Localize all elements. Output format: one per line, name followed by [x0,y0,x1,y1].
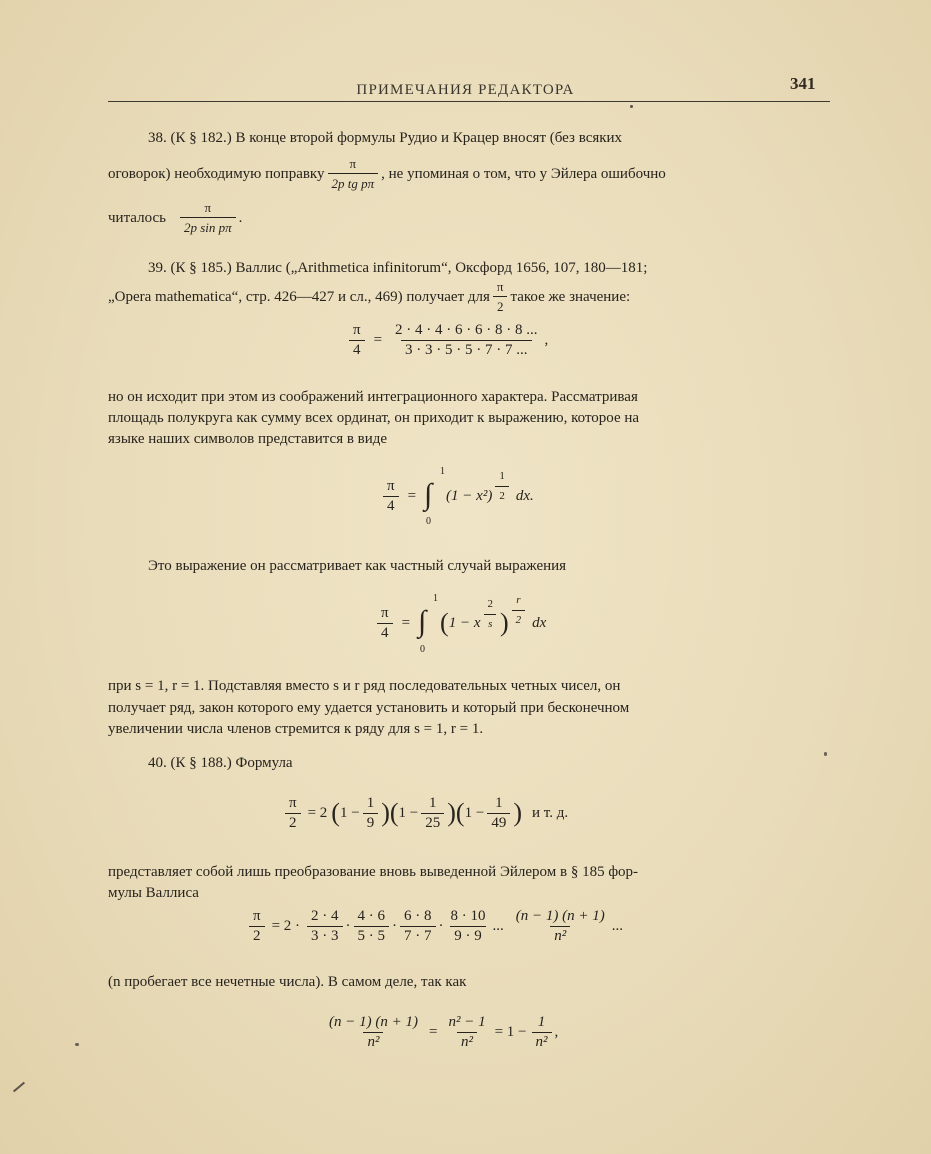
differential: dx. [515,487,534,504]
one-minus: 1 − [398,804,419,821]
left-paren: ( [440,608,449,637]
fraction-pi-quarter: $\frac{\pi}{4}$ [377,605,393,642]
comma: , [554,1023,559,1040]
equals-sign: = [428,1023,438,1040]
note-38-line-3 [108,199,242,236]
equation-integral-1 [380,466,534,526]
dot: · [392,917,398,934]
integrand: (1 − x²) [446,487,493,504]
fraction-one-25th: $\frac{1}{25}$ [421,795,444,832]
ellipsis: ... [492,917,504,934]
note-38-text-b: , не упоминая о том, что у Эйлера ошибочно [381,165,666,182]
comma: , [544,332,549,348]
scan-speck [824,752,827,756]
fraction-pi-half: $\frac{\pi}{2}$ [249,908,265,945]
note-39-para-3: языке наших символов представится в виде [108,431,388,447]
etc-text: и т. д. [531,804,569,821]
right-paren: ) [447,798,456,827]
note-39-para-2: площадь полукруга как сумму всех ординат, он приходит к выражению, которое на [108,410,640,426]
equation-identity [322,1010,558,1054]
note-40-para-3: (n пробегает все нечетные числа). В самом деле, так как [108,974,467,990]
note-39-para-1: но он исходит при этом из соображений интеграционного характера. Рассматривая [108,389,638,405]
scan-speck [75,1043,79,1046]
equals-sign: = [401,614,411,631]
right-paren: ) [513,798,522,827]
note-39-line-1: 39. (К § 185.) Валлис („Arithmetica infinitorum“, Оксфорд 1656, 107, 180—181; [148,260,648,276]
note-39-para-7: увеличении числа членов стремится к ряду для s = 1, r = 1. [108,721,484,737]
exponent-r-over-two: $\frac{r}{2}$ [512,592,526,629]
note-38-text-c: читалось [108,209,166,226]
exponent-two-over-s: $\frac{2}{s}$ [484,596,498,633]
note-40-para-1: представляет собой лишь преобразование вновь выведенной Эйлером в § 185 фор- [108,864,639,880]
note-39-line-2 [108,278,630,315]
fraction-pi-over-2p-sin: $\frac{\pi}{\text{2p sin pπ}}$ [180,199,236,236]
fraction-one-49th: $\frac{1}{49}$ [487,795,510,832]
fraction-general-term: $\frac{(n - 1) (n + 1)}{\text{n²}}$ [329,1013,418,1050]
fraction-pi-quarter: $\frac{\pi}{4}$ [349,322,365,359]
integral-sign: ∫ 1 0 [424,466,446,527]
note-38-text-a: оговорок) необходимую поправку [108,165,325,182]
equation-product-formula [282,788,568,838]
page-number: 341 [790,74,816,93]
equation-wallis-euler [246,904,623,948]
note-38-text-d: . [238,209,243,226]
equals-sign: = [373,332,383,348]
dot: · [345,917,351,934]
fraction-pi-half: $\frac{\pi}{2}$ [493,278,508,315]
note-38-line-2 [108,155,666,192]
equation-integral-2 [374,592,546,654]
inner-expression: 1 − x [448,614,481,631]
fraction-pi-quarter: $\frac{\pi}{4}$ [383,478,399,515]
scan-speck [13,1082,25,1093]
note-40-line-1: 40. (К § 188.) Формула [148,755,293,771]
left-paren: ( [331,798,340,827]
equals-two: = 2 [307,804,328,821]
note-39-text-a: „Opera mathematica“, стр. 426—427 и сл., 469) получает для [108,288,490,305]
fraction-one-ninth: $\frac{1}{9}$ [363,795,379,832]
header-rule [108,101,830,102]
integral-sign: ∫ 1 0 [418,593,439,655]
fraction-wallis: $\frac{2 \cdot 4 \cdot 4 \cdot 6 \cdot 6 \cdot 8 \cdot 8 ...}{3 \cdot 3 \cdot 5 \cdot 5 \cdot 7 \cdot 7 ...}$ [395,322,538,358]
one-minus: 1 − [339,804,360,821]
right-paren: ) [381,798,390,827]
fraction-pi-half: $\frac{\pi}{2}$ [285,795,301,832]
fraction-term-4: $\frac{8 \cdot 10}{9 \cdot 9}$ [450,907,486,944]
dot: · [438,917,444,934]
equals-two-times: = 2 · [271,917,301,934]
left-paren: ( [455,798,465,827]
note-39-text-b: такое же значение: [510,288,631,305]
equals-one-minus: = 1 − [494,1023,527,1040]
right-paren: ) [500,608,509,637]
fraction-term-1: $\frac{2 \cdot 4}{3 \cdot 3}$ [307,908,343,945]
fraction-term-2: $\frac{4 \cdot 6}{5 \cdot 5}$ [354,908,390,945]
fraction-pi-over-2p-tg: $\frac{\pi}{\text{2p tg pπ}}$ [328,155,379,192]
differential: dx [532,614,547,631]
running-header: ПРИМЕЧАНИЯ РЕДАКТОРА [356,82,575,98]
fraction-general-term: $\frac{(n - 1) (n + 1)}{\text{n²}}$ [515,907,605,944]
scan-speck [630,105,633,108]
fraction-n2-minus-1: $\frac{\text{n² − 1}}{\text{n²}}$ [448,1013,486,1050]
note-39-para-6: получает ряд, закон которого ему удается установить и который при бесконечном [108,700,630,716]
exponent-one-half: $\frac{1}{2}$ [495,468,509,505]
fraction-one-over-n2: $\frac{1}{\text{n²}}$ [532,1014,552,1051]
ellipsis: ... [611,917,624,934]
equation-wallis-product [346,322,548,359]
note-39-para-4: Это выражение он рассматривает как частный случай выражения [148,558,567,574]
one-minus: 1 − [464,804,485,821]
note-40-para-2: мулы Валлиса [108,885,199,901]
note-38-line-1: 38. (К § 182.) В конце второй формулы Рудио и Крацер вносят (без всяких [148,130,623,146]
left-paren: ( [389,798,399,827]
equals-sign: = [407,487,417,504]
fraction-term-3: $\frac{6 \cdot 8}{7 \cdot 7}$ [400,908,436,945]
note-39-para-5: при s = 1, r = 1. Подставляя вместо s и r ряд последовательных четных чисел, он [108,678,621,694]
